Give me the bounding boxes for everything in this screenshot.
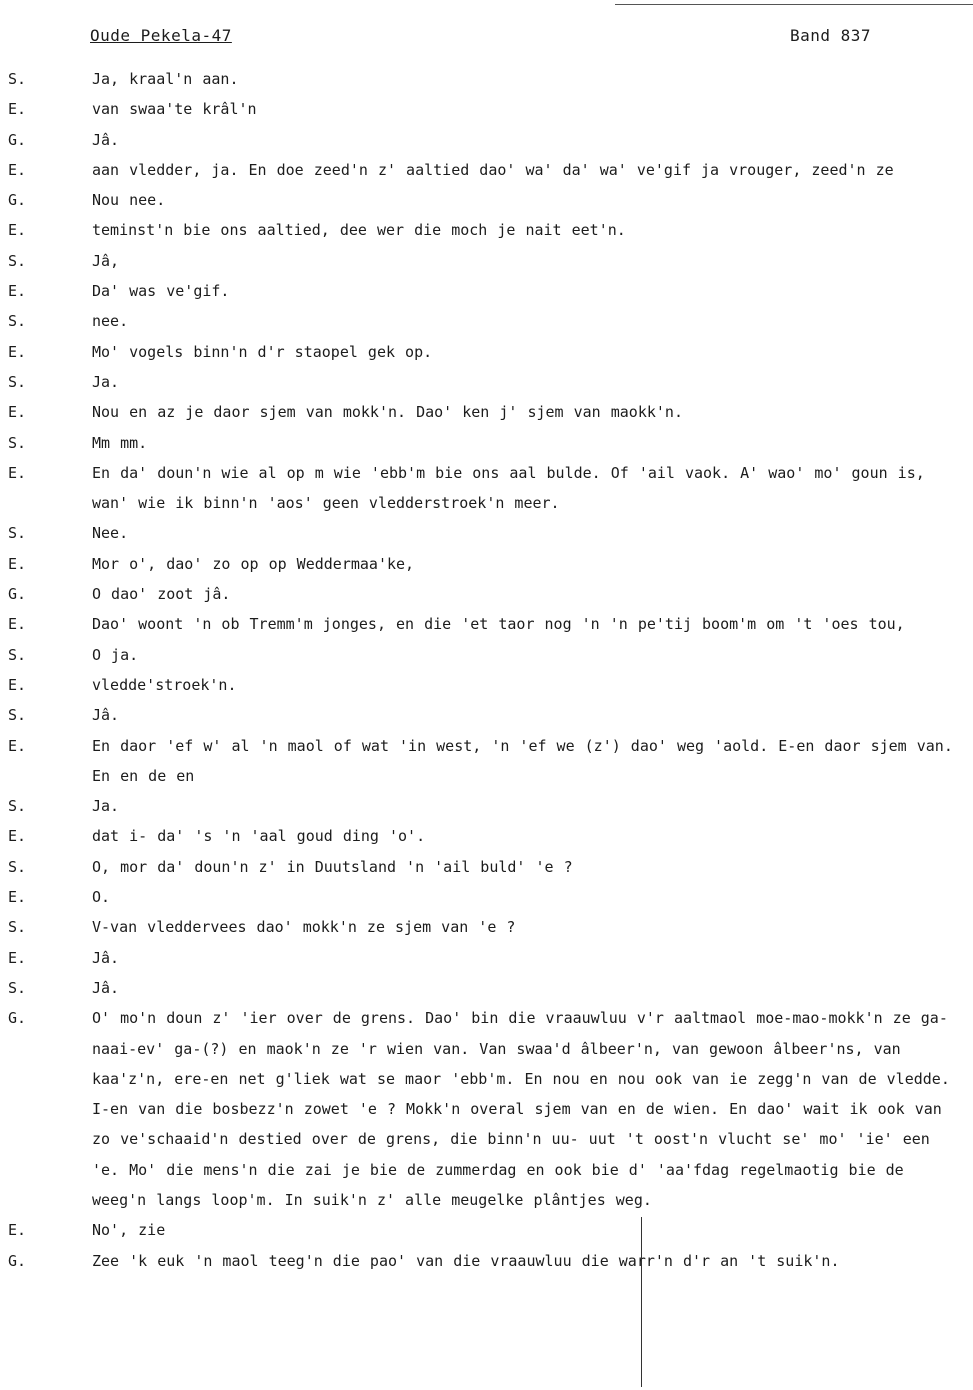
transcript-entry (0, 912, 973, 942)
utterance-text: Mo' vogels binn'n d'r staopel gek op. (92, 342, 433, 361)
band-number: Band 837 (790, 26, 872, 45)
utterance-text: Mor o', dao' zo op op Weddermaa'ke, (92, 554, 415, 573)
utterance-text: V-van vleddervees dao' mokk'n ze sjem van 'e ? (92, 918, 516, 937)
utterance-text: Ja. (92, 797, 120, 816)
speaker-label: S. (8, 918, 27, 937)
transcript (0, 64, 973, 1276)
utterance-text: Dao' woont 'n ob Tremm'm jonges, en die 'et taor nog 'n 'n pe'tij boom'm om 't 'oes tou, (92, 615, 905, 634)
transcript-entry (0, 882, 973, 912)
transcript-entry (0, 125, 973, 155)
utterance-text: teminst'n bie ons aaltied, dee wer die moch je nait eet'n. (92, 221, 626, 240)
utterance-text: Ja. (92, 372, 120, 391)
speaker-label: S. (8, 251, 27, 270)
transcript-entry (0, 397, 973, 427)
transcript-entry (0, 700, 973, 730)
speaker-label: E. (8, 736, 27, 755)
speaker-label: S. (8, 524, 27, 543)
utterance-text: Jâ. (92, 948, 120, 967)
transcript-entry (0, 852, 973, 882)
utterance-text: nee. (92, 312, 129, 331)
utterance-text: vledde'stroek'n. (92, 675, 237, 694)
utterance-text: En daor 'ef w' al 'n maol of wat 'in west, 'n 'ef we (z') dao' weg 'aold. E-en daor sjem van. En en de en (92, 736, 953, 785)
transcript-entry (0, 518, 973, 548)
transcript-entry (0, 428, 973, 458)
transcript-entry (0, 640, 973, 670)
speaker-label: S. (8, 978, 27, 997)
utterance-text: Jâ. (92, 706, 120, 725)
speaker-label: S. (8, 706, 27, 725)
speaker-label: S. (8, 857, 27, 876)
transcript-entry (0, 276, 973, 306)
transcript-entry (0, 155, 973, 185)
utterance-text: Nou nee. (92, 191, 166, 210)
utterance-text: Nee. (92, 524, 129, 543)
utterance-text: O dao' zoot jâ. (92, 585, 231, 604)
speaker-label: E. (8, 160, 27, 179)
speaker-label: E. (8, 403, 27, 422)
transcript-entry (0, 973, 973, 1003)
utterance-text: Jâ. (92, 130, 120, 149)
utterance-text: dat i- da' 's 'n 'aal goud ding 'o'. (92, 827, 426, 846)
transcript-entry (0, 821, 973, 851)
transcript-entry (0, 306, 973, 336)
transcript-entry (0, 367, 973, 397)
speaker-label: G. (8, 130, 27, 149)
margin-vertical-line (641, 1217, 642, 1387)
speaker-label: E. (8, 675, 27, 694)
speaker-label: E. (8, 827, 27, 846)
utterance-text: O' mo'n doun z' 'ier over de grens. Dao' bin die vraauwluu v'r aaltmaol moe-mao-mokk'n ze ga- naai-ev' ga-(?) en maok'n ze 'r wien van. Van swaa'd âlbeer'n, van gewoon âlbeer'ns, van kaa'z'n, ere-en net g'liek wat se maor 'ebb'm. En nou en nou ook van ie zegg'n van de vledde. I-en van die bosbezz'n zowet 'e ? Mokk'n overal sjem van en de wien. En dao' wait ik ook van zo ve'schaaid'n destied over de grens, die binn'n uu- uut 't oost'n vlucht se' mo' 'ie' een 'e. Mo' die mens'n die zai je bie de zummerdag en ook bie d' 'aa'fdag regelmaotig bie de weeg'n langs loop'm. In suik'n z' alle meugelke plântjes weg. (92, 1009, 950, 1209)
utterance-text: O ja. (92, 645, 139, 664)
utterance-text: Jâ. (92, 978, 120, 997)
transcript-entry (0, 943, 973, 973)
transcript-entry (0, 1215, 973, 1245)
speaker-label: E. (8, 100, 27, 119)
speaker-label: G. (8, 1251, 27, 1270)
utterance-text: Mm mm. (92, 433, 148, 452)
transcript-entry (0, 791, 973, 821)
speaker-label: S. (8, 70, 27, 88)
transcript-entry (0, 609, 973, 639)
speaker-label: S. (8, 797, 27, 816)
transcript-entry (0, 1003, 973, 1215)
speaker-label: G. (8, 585, 27, 604)
transcript-entry (0, 1246, 973, 1276)
speaker-label: S. (8, 312, 27, 331)
utterance-text: van swaa'te krâl'n (92, 100, 257, 119)
utterance-text: Jâ, (92, 251, 120, 270)
transcript-entry (0, 458, 973, 519)
transcript-entry (0, 670, 973, 700)
transcript-entry (0, 579, 973, 609)
utterance-text: aan vledder, ja. En doe zeed'n z' aaltied dao' wa' da' wa' ve'gif ja vrouger, zeed'n ze (92, 160, 894, 179)
speaker-label: E. (8, 1221, 27, 1240)
utterance-text: O, mor da' doun'n z' in Duutsland 'n 'ail buld' 'e ? (92, 857, 573, 876)
utterance-text: No', zie (92, 1221, 166, 1240)
utterance-text: En da' doun'n wie al op m wie 'ebb'm bie ons aal bulde. Of 'ail vaok. A' wao' mo' goun is, wan' wie ik binn'n 'aos' geen vledderstroek'n meer. (92, 463, 925, 513)
speaker-label: E. (8, 221, 27, 240)
speaker-label: E. (8, 282, 27, 301)
transcript-entry (0, 185, 973, 215)
utterance-text: Zee 'k euk 'n maol teeg'n die pao' van die vraauwluu die warr'n d'r an 't suik'n. (92, 1251, 840, 1270)
transcript-entry (0, 64, 973, 94)
speaker-label: S. (8, 645, 27, 664)
transcript-entry (0, 215, 973, 245)
speaker-label: E. (8, 342, 27, 361)
utterance-text: O. (92, 888, 111, 907)
speaker-label: E. (8, 463, 27, 482)
speaker-label: E. (8, 615, 27, 634)
speaker-label: E. (8, 948, 27, 967)
speaker-label: S. (8, 433, 27, 452)
transcript-entry (0, 94, 973, 124)
speaker-label: E. (8, 554, 27, 573)
page-title: Oude Pekela-47 (90, 26, 232, 45)
speaker-label: G. (8, 1009, 27, 1028)
utterance-text: Ja, kraal'n aan. (92, 70, 239, 88)
speaker-label: E. (8, 888, 27, 907)
speaker-label: G. (8, 191, 27, 210)
transcript-entry (0, 549, 973, 579)
utterance-text: Nou en az je daor sjem van mokk'n. Dao' ken j' sjem van maokk'n. (92, 403, 683, 422)
transcript-entry (0, 246, 973, 276)
utterance-text: Da' was ve'gif. (92, 282, 230, 301)
speaker-label: S. (8, 372, 27, 391)
transcript-entry (0, 731, 973, 792)
transcript-entry (0, 337, 973, 367)
top-rule (615, 4, 973, 5)
